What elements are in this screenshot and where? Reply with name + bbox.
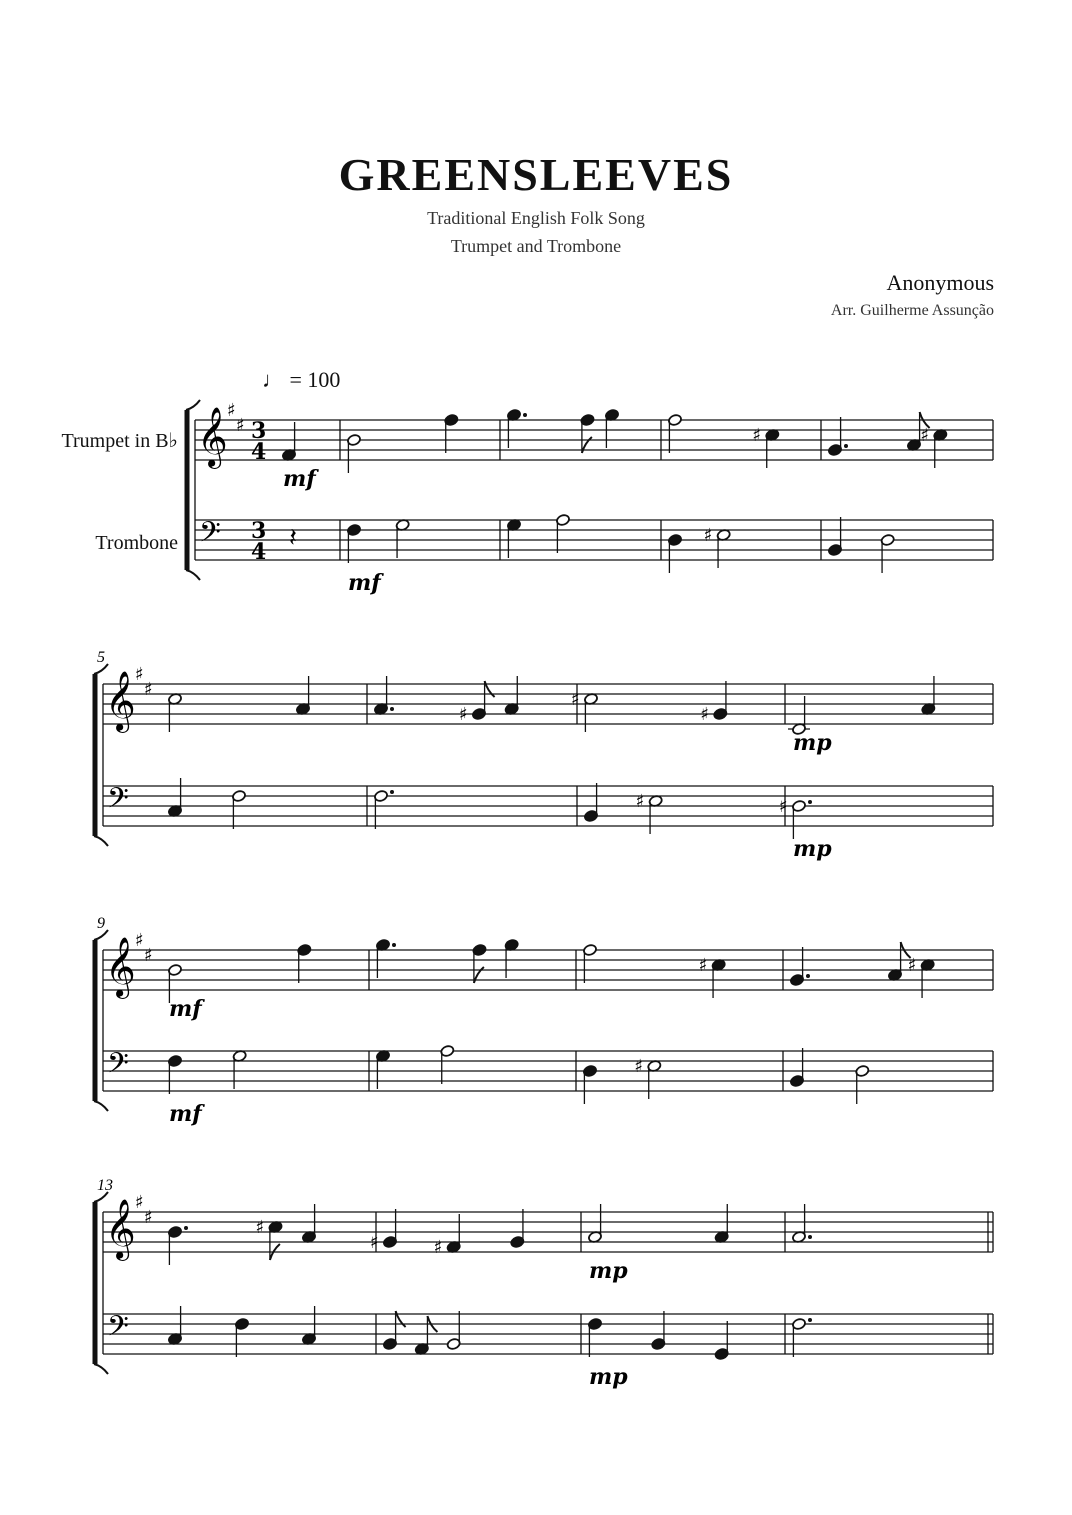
bracket-bottom-hook xyxy=(94,836,108,846)
sharp-accidental: ♯ xyxy=(920,425,930,446)
dynamic-mp: mp xyxy=(589,1258,628,1284)
augmentation-dot xyxy=(390,707,394,711)
augmentation-dot xyxy=(808,1318,812,1322)
measure-number: 13 xyxy=(97,1177,113,1194)
bass-clef-icon: 𝄢 xyxy=(107,1310,129,1350)
subtitle-genre: Traditional English Folk Song xyxy=(427,208,645,228)
system-4 xyxy=(94,1177,993,1390)
augmentation-dot xyxy=(844,444,848,448)
composer: Anonymous xyxy=(886,270,994,295)
sharp-accidental: ♯ xyxy=(635,791,645,812)
augmentation-dot xyxy=(523,413,527,417)
sharp-accidental: ♯ xyxy=(698,955,708,976)
measure-number: 5 xyxy=(97,649,105,666)
system-3 xyxy=(94,915,993,1127)
key-signature-sharp: ♯ xyxy=(144,1207,153,1228)
sharp-accidental: ♯ xyxy=(700,704,710,725)
treble-clef-icon: 𝄞 xyxy=(197,407,228,467)
augmentation-dot xyxy=(390,790,394,794)
treble-clef-icon: 𝄞 xyxy=(105,671,136,731)
quarter-note-icon: ♩ xyxy=(262,367,284,392)
treble-clef-icon: 𝄞 xyxy=(105,1199,136,1259)
tempo-value: = 100 xyxy=(289,367,341,392)
sharp-accidental: ♯ xyxy=(703,525,713,546)
dynamic-mf: mf xyxy=(169,996,202,1022)
measure-number: 9 xyxy=(97,915,105,932)
dynamic-mf: mf xyxy=(283,466,316,492)
bracket-bottom-hook xyxy=(94,1364,108,1374)
quarter-rest: 𝄽 xyxy=(289,523,297,553)
bracket-bottom-hook xyxy=(94,1101,108,1111)
time-signature-bottom: 4 xyxy=(251,439,267,465)
sharp-accidental: ♯ xyxy=(779,796,788,817)
time-signature-top: 3 xyxy=(251,418,267,444)
key-signature-sharp: ♯ xyxy=(144,945,153,966)
dynamic-mf: mf xyxy=(348,570,381,596)
subtitle-instrumentation: Trumpet and Trombone xyxy=(450,236,622,256)
sharp-accidental: ♯ xyxy=(433,1237,443,1258)
instrument-label-trombone: Trombone xyxy=(95,532,178,554)
dynamic-mp: mp xyxy=(589,1364,628,1390)
key-signature-sharp: ♯ xyxy=(144,679,153,700)
key-signature-sharp: ♯ xyxy=(236,415,245,436)
sharp-accidental: ♯ xyxy=(370,1232,379,1253)
instrument-label-trumpet: Trumpet in B♭ xyxy=(61,430,178,452)
sharp-accidental: ♯ xyxy=(634,1056,644,1077)
arranger: Arr. Guilherme Assunção xyxy=(830,302,994,319)
time-signature-bottom: 4 xyxy=(251,539,267,565)
score-title: GREENSLEEVES xyxy=(338,149,734,200)
key-signature-sharp: ♯ xyxy=(135,1192,144,1213)
bass-clef-icon: 𝄢 xyxy=(107,782,129,822)
augmentation-dot xyxy=(184,1226,188,1230)
sharp-accidental: ♯ xyxy=(255,1217,265,1238)
time-signature-top: 3 xyxy=(251,518,267,544)
augmentation-dot xyxy=(806,974,810,978)
augmentation-dot xyxy=(392,943,396,947)
augmentation-dot xyxy=(808,800,812,804)
system-2 xyxy=(94,649,993,862)
augmentation-dot xyxy=(808,1235,812,1239)
sharp-accidental: ♯ xyxy=(459,704,468,725)
dynamic-mp: mp xyxy=(793,730,832,756)
sharp-accidental: ♯ xyxy=(907,955,917,976)
dynamic-mf: mf xyxy=(169,1101,202,1127)
key-signature-sharp: ♯ xyxy=(135,664,144,685)
dynamic-mp: mp xyxy=(793,836,832,862)
key-signature-sharp: ♯ xyxy=(227,400,236,421)
bass-clef-icon: 𝄢 xyxy=(199,516,221,556)
bracket-bottom-hook xyxy=(186,570,200,580)
bass-clef-icon: 𝄢 xyxy=(107,1047,129,1087)
sharp-accidental: ♯ xyxy=(752,425,762,446)
treble-clef-icon: 𝄞 xyxy=(105,937,136,997)
sharp-accidental: ♯ xyxy=(571,689,580,710)
key-signature-sharp: ♯ xyxy=(135,930,144,951)
system-1 xyxy=(186,400,993,596)
